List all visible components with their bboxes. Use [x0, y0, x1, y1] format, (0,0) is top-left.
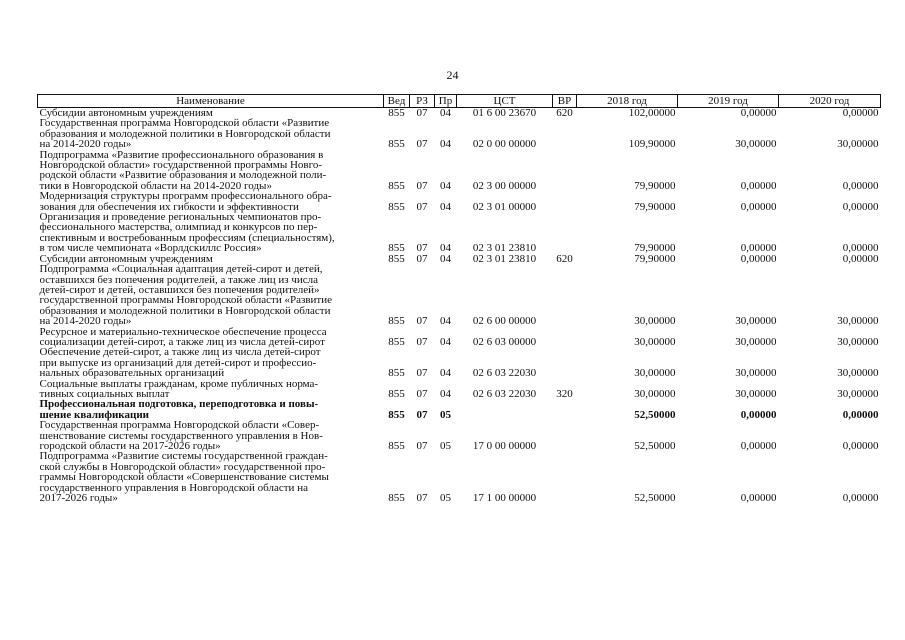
cell-rz: 07: [416, 387, 428, 400]
cell-name: Обеспечение детей-сирот, а также лиц из числа детей-сирот при выпуске из организаций для детей-сирот и профессио- нальных образовательных организаций: [39, 346, 321, 380]
cell-2020: 30,00000: [837, 315, 879, 328]
cell-2020: 0,00000: [842, 440, 879, 452]
cell-cst: 02 6 00 00000: [472, 315, 537, 328]
table-row: [38, 327, 881, 348]
cell-rz: 07: [416, 179, 428, 192]
cell-ved: 855: [388, 107, 405, 119]
cell-rz: 07: [416, 440, 428, 452]
cell-cst: 17 1 00 00000: [472, 492, 537, 505]
cell-pr: 04: [440, 200, 451, 213]
cell-2018: 30,00000: [634, 387, 676, 400]
col-header-2018: 2018 год: [577, 95, 678, 108]
cell-cst: 02 6 03 22030: [472, 387, 537, 400]
cell-2019: 30,00000: [735, 138, 777, 151]
cell-cst: 02 6 03 22030: [472, 367, 537, 380]
cell-ved: 855: [388, 200, 405, 213]
cell-pr: 04: [440, 367, 451, 380]
cell-ved: 855: [388, 315, 405, 328]
cell-rz: 07: [416, 138, 428, 151]
cell-name: Организация и проведение региональных чемпионатов про- фессионального мастерства, олимпиад и конкурсов по пер- спективным и востребованным профессиям (специальностям), в том числе чемпионата «Ворлдскиллс Россия»: [39, 211, 335, 255]
cell-2020: 0,00000: [842, 492, 879, 505]
cell-vr: 620: [556, 252, 573, 265]
cell-2018: 79,90000: [634, 242, 676, 255]
cell-2018: 109,90000: [628, 138, 676, 151]
cell-2018: 30,00000: [634, 315, 676, 328]
table-row: [38, 150, 881, 192]
table-row: [38, 191, 881, 212]
cell-name: Государственная программа Новгородской области «Развитие образования и молодежной политики в Новгородской области на 2014-2020 годы»: [39, 117, 331, 151]
table-body: [38, 108, 881, 504]
cell-2019: 0,00000: [740, 242, 777, 255]
cell-name: Государственная программа Новгородской области «Совер- шенствование системы государственного управления в Нов- городской области на 2017-2026 годы»: [39, 419, 323, 452]
cell-rz: 07: [416, 335, 428, 348]
cell-rz: 07: [416, 315, 428, 328]
cell-2019: 0,00000: [740, 492, 777, 505]
col-header-rz: РЗ: [410, 95, 435, 108]
col-header-vr: ВР: [553, 95, 577, 108]
cell-vr: [553, 399, 577, 420]
cell-vr: [553, 118, 577, 149]
cell-cst: 02 6 03 00000: [472, 335, 537, 348]
cell-2019: 30,00000: [735, 387, 777, 400]
cell-vr: [553, 347, 577, 378]
cell-ved: 855: [388, 252, 405, 265]
table-header-row: [38, 95, 881, 108]
cell-ved: 855: [388, 367, 405, 380]
cell-name: Подпрограмма «Социальная адаптация детей-сирот и детей, оставшихся без попечения родителей, а также лиц из числа детей-сирот и детей, оставшихся без попечения родителей» государственной программы Новгородской области «Развитие образования и молодежной политики в Новгородской области на 2014-2020 годы»: [39, 263, 332, 328]
cell-2019: 30,00000: [735, 335, 777, 348]
cell-2019: 0,00000: [740, 408, 777, 421]
table-row: [38, 118, 881, 149]
page-number: 24: [446, 68, 459, 82]
cell-rz: 07: [416, 408, 428, 421]
table-row: [38, 420, 881, 451]
cell-pr: 04: [440, 242, 451, 255]
cell-2020: 30,00000: [837, 138, 879, 151]
cell-name: Подпрограмма «Развитие системы государственной граждан- ской службы в Новгородской области» государственной про- граммы Новгородской области «Совершенствование системы государственного управления в Новгородской области на 2017-2026 годы»: [39, 450, 329, 505]
cell-name: Подпрограмма «Развитие профессионального образования в Новгородской области» государственной программы Новго- родской области «Развитие образования и молодежной поли- тики в Новгородской области на 2014-2020 годы»: [39, 148, 327, 192]
cell-2018: 79,90000: [634, 200, 676, 213]
cell-pr: 04: [440, 387, 451, 400]
cell-ved: 855: [388, 408, 405, 421]
cell-rz: 07: [416, 252, 428, 265]
table-row: [38, 379, 881, 400]
cell-2018: 52,50000: [634, 408, 676, 421]
col-header-cst: ЦСТ: [457, 95, 553, 108]
cell-pr: 04: [440, 252, 451, 265]
cell-name: Модернизация структуры программ профессионального обра- зования для обеспечения их гибкости и эффективности: [39, 190, 332, 213]
cell-cst: 02 3 00 00000: [472, 179, 537, 192]
col-header-ved: Вед: [384, 95, 410, 108]
cell-2019: 0,00000: [740, 107, 777, 119]
cell-pr: 05: [440, 492, 451, 505]
cell-rz: 07: [416, 367, 428, 380]
cell-name: Социальные выплаты гражданам, кроме публичных норма- тивных социальных выплат: [39, 377, 319, 400]
cell-2018: 30,00000: [634, 335, 676, 348]
cell-vr: 320: [556, 387, 573, 400]
cell-pr: 04: [440, 138, 451, 151]
cell-vr: 620: [556, 107, 573, 119]
cell-ved: 855: [388, 179, 405, 192]
cell-pr: 04: [440, 315, 451, 328]
cell-pr: 04: [440, 179, 451, 192]
cell-2020: 0,00000: [842, 200, 879, 213]
col-header-2020: 2020 год: [779, 95, 881, 108]
cell-2020: 0,00000: [842, 252, 879, 265]
cell-vr: [553, 264, 577, 326]
cell-2018: 52,50000: [634, 492, 676, 505]
col-header-name: Наименование: [38, 95, 384, 108]
table-row: [38, 451, 881, 503]
cell-cst: 02 0 00 00000: [472, 138, 537, 151]
cell-2018: 79,90000: [634, 179, 676, 192]
cell-2018: 102,00000: [628, 107, 676, 119]
cell-2020: 30,00000: [837, 335, 879, 348]
cell-cst: 17 0 00 00000: [472, 440, 537, 452]
cell-rz: 07: [416, 200, 428, 213]
cell-2020: 0,00000: [842, 242, 879, 255]
cell-name: Ресурсное и материально-техническое обеспечение процесса социализации детей-сирот, а также лиц из числа детей-сирот: [39, 325, 327, 348]
cell-pr: 04: [440, 107, 451, 119]
cell-ved: 855: [388, 335, 405, 348]
cell-vr: [553, 420, 577, 451]
cell-cst: 02 3 01 00000: [472, 200, 537, 213]
cell-2019: 30,00000: [735, 315, 777, 328]
cell-name: Профессиональная подготовка, переподготовка и повы- шение квалификации: [39, 398, 319, 421]
cell-2020: 0,00000: [842, 107, 879, 119]
cell-cst: 02 3 01 23810: [472, 242, 537, 255]
budget-table: [37, 94, 881, 503]
table-row: [38, 264, 881, 326]
cell-name: Субсидии автономным учреждениям: [39, 252, 213, 265]
cell-vr: [553, 212, 577, 254]
cell-cst: 01 6 00 23670: [472, 107, 537, 119]
cell-pr: 05: [440, 408, 451, 421]
cell-pr: 05: [440, 440, 451, 452]
cell-rz: 07: [416, 492, 428, 505]
cell-vr: [553, 191, 577, 212]
cell-name: Субсидии автономным учреждениям: [39, 107, 213, 119]
cell-2020: 0,00000: [842, 408, 879, 421]
cell-ved: 855: [388, 387, 405, 400]
cell-2018: 30,00000: [634, 367, 676, 380]
cell-2019: 0,00000: [740, 440, 777, 452]
table-row: [38, 399, 881, 420]
table-row: [38, 212, 881, 254]
cell-2019: 0,00000: [740, 179, 777, 192]
col-header-pr: Пр: [435, 95, 457, 108]
cell-pr: 04: [440, 335, 451, 348]
cell-2020: 30,00000: [837, 387, 879, 400]
cell-ved: 855: [388, 440, 405, 452]
cell-vr: [553, 150, 577, 192]
cell-2018: 52,50000: [634, 440, 676, 452]
cell-2019: 0,00000: [740, 200, 777, 213]
cell-cst: [457, 399, 553, 420]
cell-2019: 0,00000: [740, 252, 777, 265]
col-header-2019: 2019 год: [678, 95, 779, 108]
cell-2018: 79,90000: [634, 252, 676, 265]
cell-2020: 0,00000: [842, 179, 879, 192]
cell-vr: [553, 327, 577, 348]
cell-cst: 02 3 01 23810: [472, 252, 537, 265]
cell-ved: 855: [388, 138, 405, 151]
cell-rz: 07: [416, 107, 428, 119]
cell-ved: 855: [388, 242, 405, 255]
table-row: [38, 347, 881, 378]
cell-ved: 855: [388, 492, 405, 505]
cell-2020: 30,00000: [837, 367, 879, 380]
cell-vr: [553, 451, 577, 503]
cell-rz: 07: [416, 242, 428, 255]
cell-2019: 30,00000: [735, 367, 777, 380]
